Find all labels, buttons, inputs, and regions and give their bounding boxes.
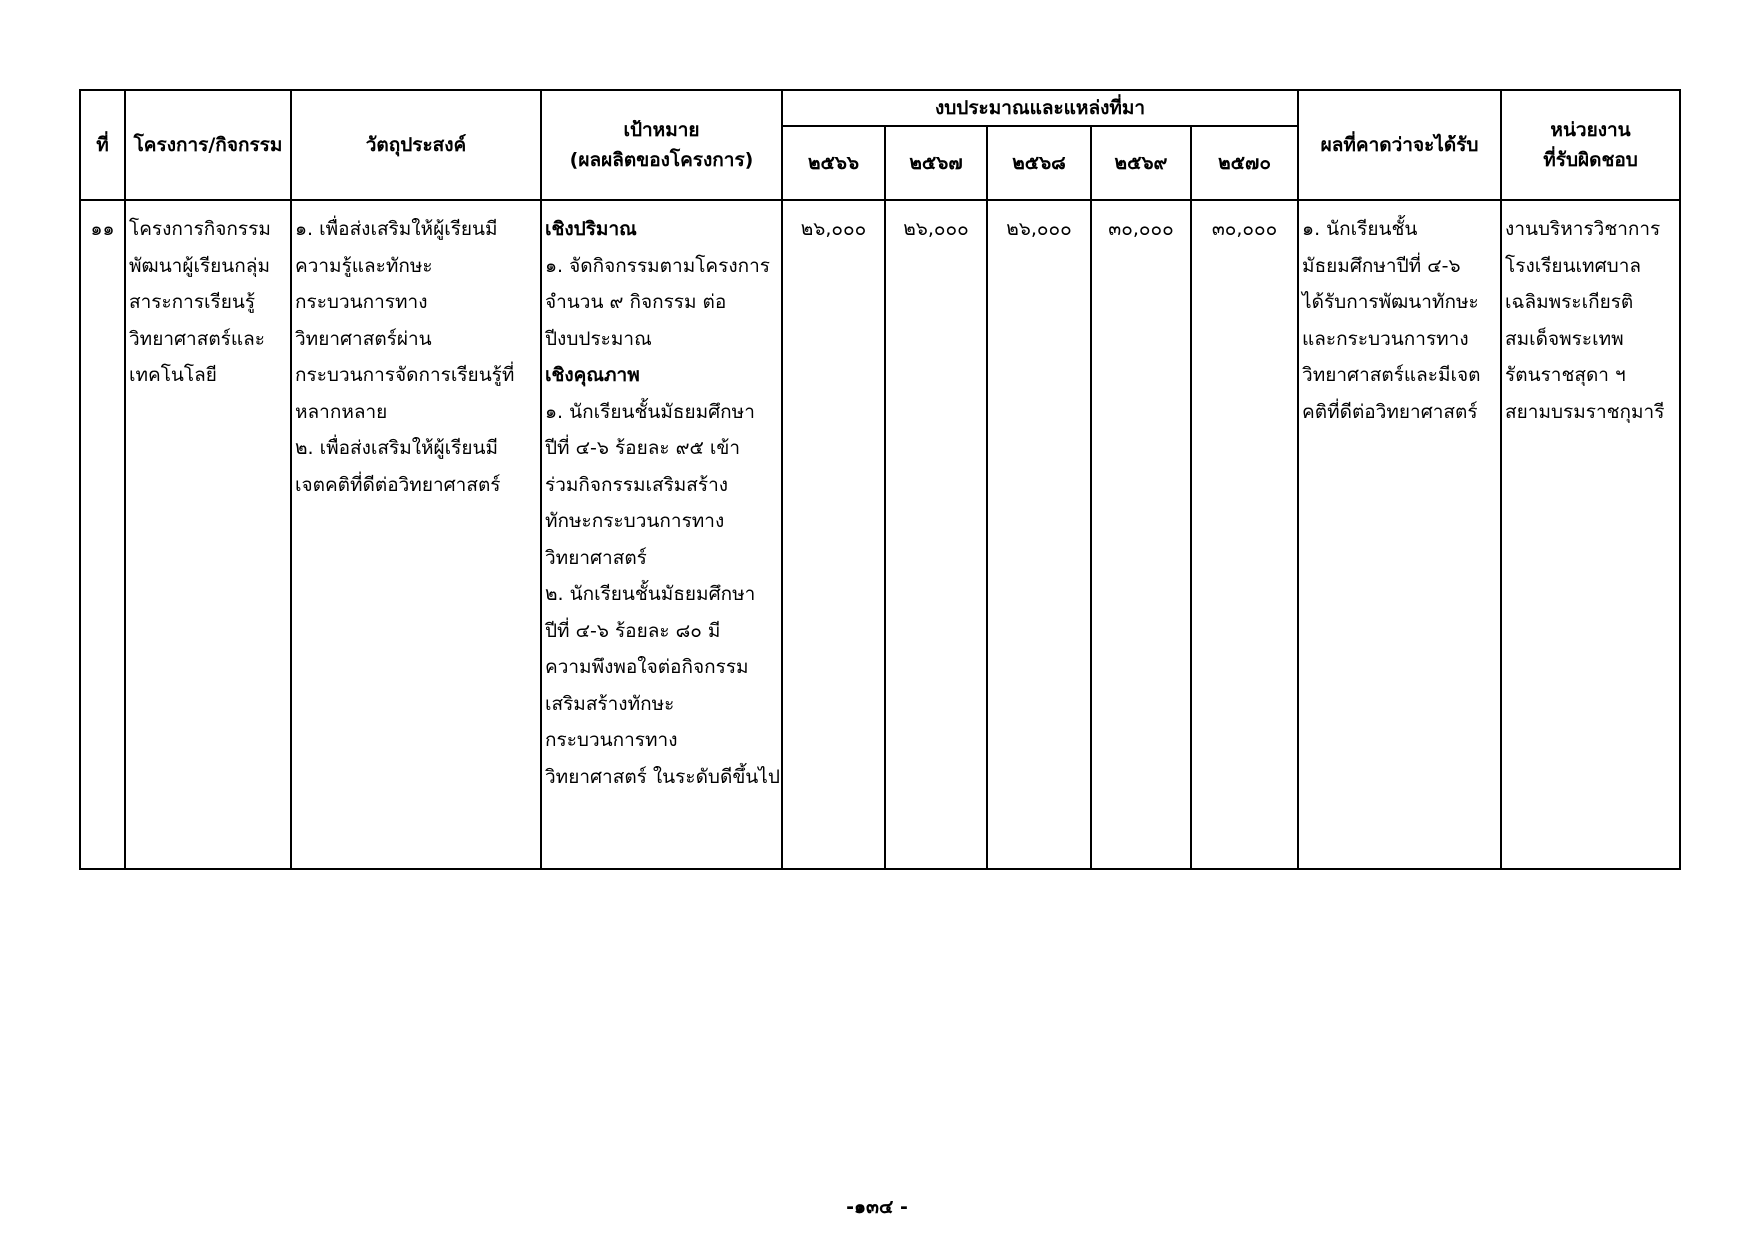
- page-number: -๑๓๔ -: [846, 1196, 908, 1218]
- target-line: กระบวนการทาง: [545, 729, 678, 751]
- target-line: ปีที่ ๔-๖ ร้อยละ ๘๐ มี: [545, 619, 721, 642]
- header-budget-group: งบประมาณและแหล่งที่มา: [782, 90, 1298, 126]
- header-target: [541, 90, 782, 200]
- table-row: [80, 200, 1680, 869]
- project-plan-table: [79, 89, 1681, 870]
- quality-heading: เชิงคุณภาพ: [545, 364, 640, 386]
- unit-line: งานบริหารวิชาการ: [1505, 218, 1661, 240]
- result-line: คติที่ดีต่อวิทยาศาสตร์: [1302, 400, 1478, 423]
- target-line: ความพึงพอใจต่อกิจกรรม: [545, 656, 749, 678]
- header-year-2568: ๒๕๖๘: [987, 126, 1091, 200]
- objective-line: หลากหลาย: [295, 400, 388, 423]
- unit-line: เฉลิมพระเกียรติ: [1505, 291, 1634, 313]
- header-unit-line1: หน่วยงาน: [1550, 119, 1631, 141]
- result-line: และกระบวนการทาง: [1302, 327, 1469, 350]
- target-line: ๑. นักเรียนชั้นมัธยมศึกษา: [545, 400, 755, 423]
- objective-line: เจตคติที่ดีต่อวิทยาศาสตร์: [295, 473, 501, 496]
- project-cell: [125, 200, 291, 869]
- project-line: โครงการกิจกรรม: [129, 218, 271, 240]
- unit-cell: [1501, 200, 1680, 869]
- budget-2568: ๒๖,๐๐๐: [987, 200, 1091, 869]
- row-number: ๑๑: [80, 200, 125, 869]
- result-line: วิทยาศาสตร์และมีเจต: [1302, 364, 1481, 386]
- target-line: ร่วมกิจกรรมเสริมสร้าง: [545, 473, 729, 496]
- header-unit-line2: ที่รับผิดชอบ: [1543, 149, 1638, 171]
- project-line: พัฒนาผู้เรียนกลุ่ม: [129, 254, 270, 277]
- objective-line: กระบวนการจัดการเรียนรู้ที่: [295, 364, 515, 386]
- header-objective: วัตถุประสงค์: [291, 90, 541, 200]
- result-line: ๑. นักเรียนชั้น: [1302, 218, 1418, 240]
- unit-line: สยามบรมราชกุมารี: [1505, 400, 1665, 423]
- unit-line: สมเด็จพระเทพ: [1505, 327, 1624, 350]
- target-line: ปีที่ ๔-๖ ร้อยละ ๙๕ เข้า: [545, 437, 741, 459]
- quantity-heading: เชิงปริมาณ: [545, 218, 637, 240]
- header-target-line2: (ผลผลิตของโครงการ): [569, 149, 754, 171]
- target-line: วิทยาศาสตร์: [545, 546, 647, 569]
- target-line: ๑. จัดกิจกรรมตามโครงการ: [545, 254, 770, 277]
- unit-line: โรงเรียนเทศบาล: [1505, 254, 1642, 277]
- header-year-2566: ๒๕๖๖: [782, 126, 885, 200]
- objective-line: ๑. เพื่อส่งเสริมให้ผู้เรียนมี: [295, 218, 498, 240]
- target-line: วิทยาศาสตร์ ในระดับดีขึ้นไป: [545, 765, 780, 788]
- budget-2566: ๒๖,๐๐๐: [782, 200, 885, 869]
- unit-line: รัตนราชสุดา ฯ: [1505, 364, 1626, 386]
- target-cell: [541, 200, 782, 869]
- header-project: โครงการ/กิจกรรม: [125, 90, 291, 200]
- header-result: ผลที่คาดว่าจะได้รับ: [1298, 90, 1501, 200]
- header-no: ที่: [80, 90, 125, 200]
- objective-line: ๒. เพื่อส่งเสริมให้ผู้เรียนมี: [295, 437, 499, 459]
- project-line: เทคโนโลยี: [129, 364, 217, 386]
- budget-2569: ๓๐,๐๐๐: [1091, 200, 1191, 869]
- target-line: จำนวน ๙ กิจกรรม ต่อ: [545, 291, 727, 313]
- target-line: ปีงบประมาณ: [545, 327, 652, 350]
- target-line: ๒. นักเรียนชั้นมัธยมศึกษา: [545, 583, 756, 605]
- header-unit: [1501, 90, 1680, 200]
- objective-cell: [291, 200, 541, 869]
- objective-line: วิทยาศาสตร์ผ่าน: [295, 327, 432, 350]
- result-line: ได้รับการพัฒนาทักษะ: [1302, 291, 1479, 313]
- project-line: วิทยาศาสตร์และ: [129, 327, 265, 350]
- budget-2570: ๓๐,๐๐๐: [1191, 200, 1298, 869]
- target-line: ทักษะกระบวนการทาง: [545, 510, 725, 532]
- header-target-line1: เป้าหมาย: [623, 119, 700, 141]
- result-line: มัธยมศึกษาปีที่ ๔-๖: [1302, 254, 1461, 277]
- header-year-2567: ๒๕๖๗: [885, 126, 987, 200]
- budget-2567: ๒๖,๐๐๐: [885, 200, 987, 869]
- objective-line: ความรู้และทักษะ: [295, 254, 433, 277]
- result-cell: [1298, 200, 1501, 869]
- project-line: สาระการเรียนรู้: [129, 291, 256, 313]
- header-year-2569: ๒๕๖๙: [1091, 126, 1191, 200]
- objective-line: กระบวนการทาง: [295, 291, 428, 313]
- target-line: เสริมสร้างทักษะ: [545, 692, 675, 715]
- header-year-2570: ๒๕๗๐: [1191, 126, 1298, 200]
